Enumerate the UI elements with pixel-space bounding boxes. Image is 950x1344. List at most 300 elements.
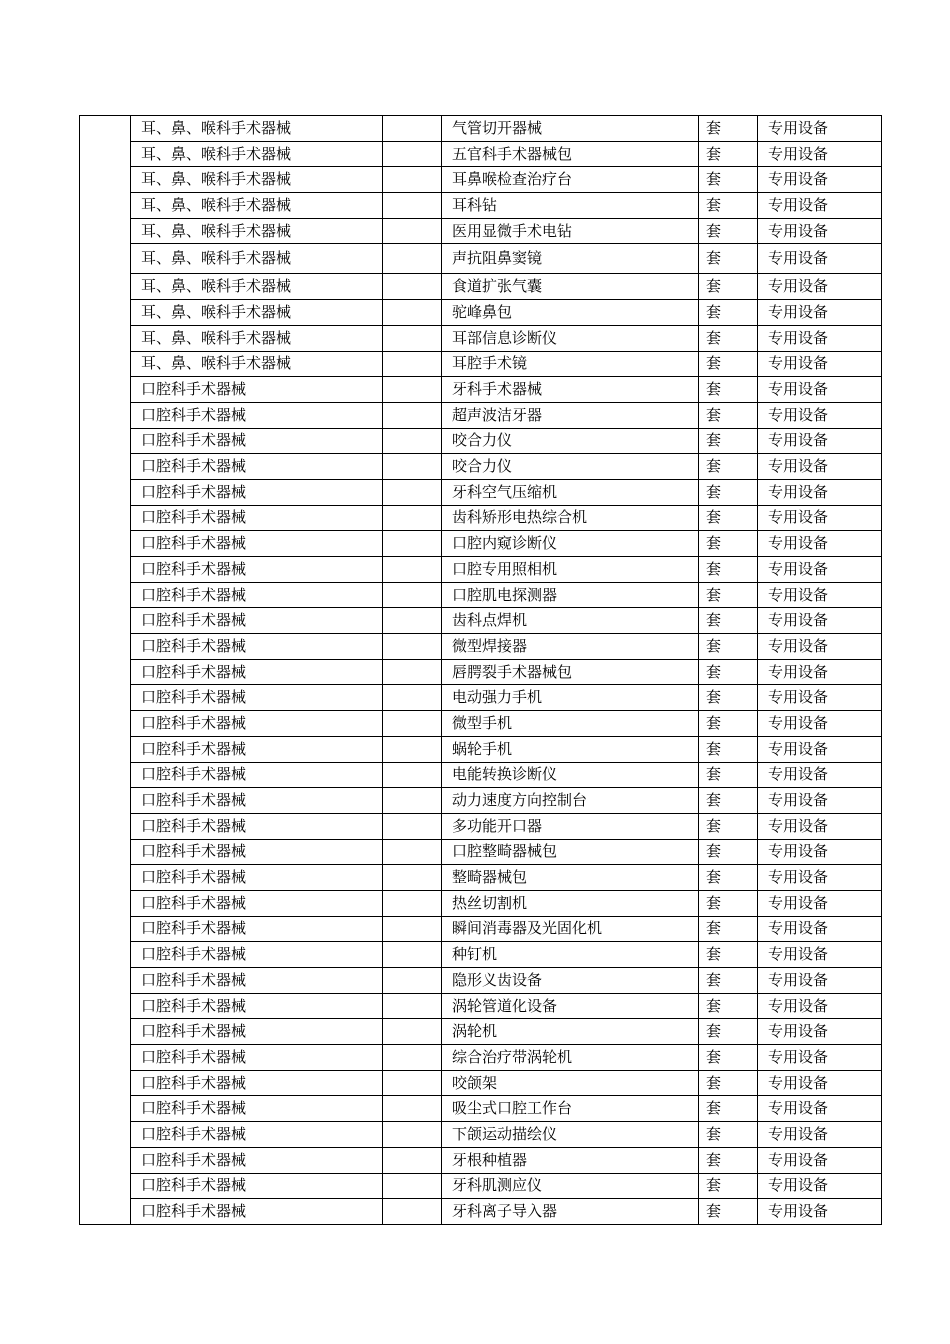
unit-cell: 套 (699, 788, 758, 814)
category-cell: 口腔科手术器械 (131, 1096, 383, 1122)
item-name-cell: 五官科手术器械包 (442, 141, 699, 167)
unit-cell: 套 (699, 1070, 758, 1096)
index-cell (80, 942, 131, 968)
index-cell (80, 116, 131, 142)
item-name-cell: 电能转换诊断仪 (442, 762, 699, 788)
index-cell (80, 968, 131, 994)
item-name-cell: 齿科点焊机 (442, 608, 699, 634)
table-row (80, 916, 882, 942)
unit-cell: 套 (699, 685, 758, 711)
table-row (80, 300, 882, 326)
table-row (80, 1096, 882, 1122)
item-name-cell: 超声波洁牙器 (442, 402, 699, 428)
index-cell (80, 865, 131, 891)
category-cell: 耳、鼻、喉科手术器械 (131, 351, 383, 377)
spec-cell (383, 582, 442, 608)
table-row (80, 1199, 882, 1225)
spec-cell (383, 608, 442, 634)
equipment-type-cell: 专用设备 (758, 608, 882, 634)
table-row (80, 141, 882, 167)
unit-cell: 套 (699, 377, 758, 403)
unit-cell: 套 (699, 993, 758, 1019)
spec-cell (383, 531, 442, 557)
category-cell: 口腔科手术器械 (131, 1070, 383, 1096)
spec-cell (383, 274, 442, 300)
item-name-cell: 隐形义齿设备 (442, 968, 699, 994)
item-name-cell: 电动强力手机 (442, 685, 699, 711)
spec-cell (383, 1019, 442, 1045)
unit-cell: 套 (699, 505, 758, 531)
item-name-cell: 口腔整畸器械包 (442, 839, 699, 865)
equipment-type-cell: 专用设备 (758, 1045, 882, 1071)
index-cell (80, 141, 131, 167)
category-cell: 口腔科手术器械 (131, 557, 383, 583)
equipment-type-cell: 专用设备 (758, 300, 882, 326)
equipment-type-cell: 专用设备 (758, 402, 882, 428)
category-cell: 口腔科手术器械 (131, 865, 383, 891)
category-cell: 耳、鼻、喉科手术器械 (131, 116, 383, 142)
unit-cell: 套 (699, 1096, 758, 1122)
category-cell: 耳、鼻、喉科手术器械 (131, 167, 383, 193)
item-name-cell: 多功能开口器 (442, 813, 699, 839)
item-name-cell: 综合治疗带涡轮机 (442, 1045, 699, 1071)
spec-cell (383, 711, 442, 737)
table-row (80, 531, 882, 557)
spec-cell (383, 865, 442, 891)
table-row (80, 1147, 882, 1173)
table-row (80, 865, 882, 891)
table-row (80, 659, 882, 685)
category-cell: 口腔科手术器械 (131, 1122, 383, 1148)
spec-cell (383, 813, 442, 839)
item-name-cell: 医用显微手术电钻 (442, 218, 699, 244)
item-name-cell: 吸尘式口腔工作台 (442, 1096, 699, 1122)
equipment-type-cell: 专用设备 (758, 218, 882, 244)
index-cell (80, 454, 131, 480)
table-row (80, 942, 882, 968)
spec-cell (383, 505, 442, 531)
category-cell: 口腔科手术器械 (131, 1147, 383, 1173)
item-name-cell: 牙科离子导入器 (442, 1199, 699, 1225)
equipment-type-cell: 专用设备 (758, 193, 882, 219)
spec-cell (383, 454, 442, 480)
index-cell (80, 167, 131, 193)
index-cell (80, 479, 131, 505)
item-name-cell: 蜗轮手机 (442, 736, 699, 762)
unit-cell: 套 (699, 193, 758, 219)
unit-cell: 套 (699, 608, 758, 634)
unit-cell: 套 (699, 479, 758, 505)
equipment-type-cell: 专用设备 (758, 865, 882, 891)
unit-cell: 套 (699, 942, 758, 968)
table-row (80, 428, 882, 454)
item-name-cell: 牙根种植器 (442, 1147, 699, 1173)
equipment-type-cell: 专用设备 (758, 968, 882, 994)
unit-cell: 套 (699, 1147, 758, 1173)
item-name-cell: 耳部信息诊断仪 (442, 325, 699, 351)
index-cell (80, 839, 131, 865)
category-cell: 口腔科手术器械 (131, 1173, 383, 1199)
category-cell: 口腔科手术器械 (131, 454, 383, 480)
equipment-type-cell: 专用设备 (758, 274, 882, 300)
index-cell (80, 351, 131, 377)
category-cell: 口腔科手术器械 (131, 582, 383, 608)
category-cell: 口腔科手术器械 (131, 377, 383, 403)
item-name-cell: 唇腭裂手术器械包 (442, 659, 699, 685)
spec-cell (383, 167, 442, 193)
table-row (80, 377, 882, 403)
unit-cell: 套 (699, 839, 758, 865)
table-row (80, 968, 882, 994)
table-row (80, 244, 882, 274)
unit-cell: 套 (699, 116, 758, 142)
category-cell: 口腔科手术器械 (131, 813, 383, 839)
category-cell: 口腔科手术器械 (131, 505, 383, 531)
spec-cell (383, 141, 442, 167)
equipment-type-cell: 专用设备 (758, 1173, 882, 1199)
spec-cell (383, 1045, 442, 1071)
category-cell: 口腔科手术器械 (131, 479, 383, 505)
category-cell: 口腔科手术器械 (131, 711, 383, 737)
table-row (80, 479, 882, 505)
unit-cell: 套 (699, 1199, 758, 1225)
table-row (80, 1045, 882, 1071)
index-cell (80, 736, 131, 762)
equipment-type-cell: 专用设备 (758, 788, 882, 814)
category-cell: 口腔科手术器械 (131, 428, 383, 454)
equipment-type-cell: 专用设备 (758, 377, 882, 403)
item-name-cell: 微型手机 (442, 711, 699, 737)
category-cell: 耳、鼻、喉科手术器械 (131, 325, 383, 351)
category-cell: 口腔科手术器械 (131, 993, 383, 1019)
spec-cell (383, 557, 442, 583)
item-name-cell: 动力速度方向控制台 (442, 788, 699, 814)
table-row (80, 454, 882, 480)
spec-cell (383, 839, 442, 865)
item-name-cell: 耳科钻 (442, 193, 699, 219)
unit-cell: 套 (699, 300, 758, 326)
index-cell (80, 1019, 131, 1045)
equipment-type-cell: 专用设备 (758, 582, 882, 608)
table-row (80, 1173, 882, 1199)
equipment-table-body (80, 116, 882, 1225)
unit-cell: 套 (699, 659, 758, 685)
unit-cell: 套 (699, 325, 758, 351)
equipment-type-cell: 专用设备 (758, 1019, 882, 1045)
table-row (80, 1070, 882, 1096)
category-cell: 口腔科手术器械 (131, 531, 383, 557)
table-row (80, 351, 882, 377)
spec-cell (383, 1070, 442, 1096)
unit-cell: 套 (699, 736, 758, 762)
spec-cell (383, 993, 442, 1019)
category-cell: 口腔科手术器械 (131, 608, 383, 634)
equipment-type-cell: 专用设备 (758, 167, 882, 193)
item-name-cell: 气管切开器械 (442, 116, 699, 142)
equipment-type-cell: 专用设备 (758, 993, 882, 1019)
item-name-cell: 热丝切割机 (442, 890, 699, 916)
table-row (80, 890, 882, 916)
equipment-type-cell: 专用设备 (758, 351, 882, 377)
spec-cell (383, 736, 442, 762)
equipment-type-cell: 专用设备 (758, 116, 882, 142)
index-cell (80, 1045, 131, 1071)
index-cell (80, 916, 131, 942)
table-row (80, 685, 882, 711)
equipment-type-cell: 专用设备 (758, 942, 882, 968)
category-cell: 口腔科手术器械 (131, 402, 383, 428)
spec-cell (383, 1199, 442, 1225)
table-row (80, 634, 882, 660)
equipment-type-cell: 专用设备 (758, 325, 882, 351)
table-row (80, 557, 882, 583)
equipment-type-cell: 专用设备 (758, 659, 882, 685)
index-cell (80, 557, 131, 583)
item-name-cell: 瞬间消毒器及光固化机 (442, 916, 699, 942)
index-cell (80, 685, 131, 711)
index-cell (80, 711, 131, 737)
equipment-type-cell: 专用设备 (758, 762, 882, 788)
category-cell: 口腔科手术器械 (131, 839, 383, 865)
item-name-cell: 耳腔手术镜 (442, 351, 699, 377)
category-cell: 耳、鼻、喉科手术器械 (131, 141, 383, 167)
item-name-cell: 牙科手术器械 (442, 377, 699, 403)
equipment-type-cell: 专用设备 (758, 711, 882, 737)
unit-cell: 套 (699, 218, 758, 244)
unit-cell: 套 (699, 141, 758, 167)
category-cell: 口腔科手术器械 (131, 788, 383, 814)
index-cell (80, 608, 131, 634)
unit-cell: 套 (699, 1173, 758, 1199)
index-cell (80, 1199, 131, 1225)
item-name-cell: 下颌运动描绘仪 (442, 1122, 699, 1148)
category-cell: 口腔科手术器械 (131, 1019, 383, 1045)
index-cell (80, 582, 131, 608)
index-cell (80, 274, 131, 300)
table-row (80, 839, 882, 865)
spec-cell (383, 1122, 442, 1148)
index-cell (80, 634, 131, 660)
item-name-cell: 齿科矫形电热综合机 (442, 505, 699, 531)
category-cell: 口腔科手术器械 (131, 942, 383, 968)
unit-cell: 套 (699, 634, 758, 660)
item-name-cell: 微型焊接器 (442, 634, 699, 660)
category-cell: 口腔科手术器械 (131, 634, 383, 660)
table-row (80, 788, 882, 814)
category-cell: 耳、鼻、喉科手术器械 (131, 300, 383, 326)
index-cell (80, 762, 131, 788)
category-cell: 口腔科手术器械 (131, 890, 383, 916)
equipment-type-cell: 专用设备 (758, 916, 882, 942)
table-row (80, 167, 882, 193)
item-name-cell: 口腔肌电探测器 (442, 582, 699, 608)
item-name-cell: 口腔专用照相机 (442, 557, 699, 583)
equipment-type-cell: 专用设备 (758, 736, 882, 762)
spec-cell (383, 634, 442, 660)
spec-cell (383, 479, 442, 505)
equipment-table (79, 115, 882, 1225)
table-row (80, 762, 882, 788)
unit-cell: 套 (699, 865, 758, 891)
spec-cell (383, 325, 442, 351)
index-cell (80, 325, 131, 351)
category-cell: 耳、鼻、喉科手术器械 (131, 193, 383, 219)
unit-cell: 套 (699, 890, 758, 916)
equipment-type-cell: 专用设备 (758, 141, 882, 167)
spec-cell (383, 351, 442, 377)
item-name-cell: 涡轮管道化设备 (442, 993, 699, 1019)
unit-cell: 套 (699, 813, 758, 839)
item-name-cell: 咬合力仪 (442, 428, 699, 454)
spec-cell (383, 916, 442, 942)
unit-cell: 套 (699, 428, 758, 454)
table-row (80, 274, 882, 300)
index-cell (80, 402, 131, 428)
unit-cell: 套 (699, 968, 758, 994)
unit-cell: 套 (699, 582, 758, 608)
index-cell (80, 531, 131, 557)
item-name-cell: 咬合力仪 (442, 454, 699, 480)
table-row (80, 193, 882, 219)
index-cell (80, 1147, 131, 1173)
spec-cell (383, 1147, 442, 1173)
spec-cell (383, 788, 442, 814)
index-cell (80, 505, 131, 531)
equipment-type-cell: 专用设备 (758, 244, 882, 274)
equipment-type-cell: 专用设备 (758, 479, 882, 505)
spec-cell (383, 377, 442, 403)
item-name-cell: 涡轮机 (442, 1019, 699, 1045)
equipment-type-cell: 专用设备 (758, 839, 882, 865)
unit-cell: 套 (699, 1019, 758, 1045)
index-cell (80, 1070, 131, 1096)
spec-cell (383, 1173, 442, 1199)
index-cell (80, 813, 131, 839)
table-row (80, 402, 882, 428)
category-cell: 口腔科手术器械 (131, 968, 383, 994)
spec-cell (383, 890, 442, 916)
item-name-cell: 牙科肌测应仪 (442, 1173, 699, 1199)
equipment-type-cell: 专用设备 (758, 1122, 882, 1148)
spec-cell (383, 968, 442, 994)
equipment-type-cell: 专用设备 (758, 685, 882, 711)
item-name-cell: 整畸器械包 (442, 865, 699, 891)
unit-cell: 套 (699, 454, 758, 480)
table-row (80, 608, 882, 634)
unit-cell: 套 (699, 916, 758, 942)
index-cell (80, 377, 131, 403)
equipment-type-cell: 专用设备 (758, 1147, 882, 1173)
category-cell: 耳、鼻、喉科手术器械 (131, 274, 383, 300)
table-row (80, 1019, 882, 1045)
equipment-type-cell: 专用设备 (758, 505, 882, 531)
unit-cell: 套 (699, 167, 758, 193)
unit-cell: 套 (699, 531, 758, 557)
index-cell (80, 1096, 131, 1122)
unit-cell: 套 (699, 351, 758, 377)
index-cell (80, 244, 131, 274)
unit-cell: 套 (699, 1045, 758, 1071)
equipment-type-cell: 专用设备 (758, 634, 882, 660)
spec-cell (383, 685, 442, 711)
spec-cell (383, 244, 442, 274)
spec-cell (383, 762, 442, 788)
unit-cell: 套 (699, 274, 758, 300)
spec-cell (383, 116, 442, 142)
index-cell (80, 788, 131, 814)
equipment-type-cell: 专用设备 (758, 1070, 882, 1096)
item-name-cell: 咬颌架 (442, 1070, 699, 1096)
spec-cell (383, 942, 442, 968)
index-cell (80, 1122, 131, 1148)
equipment-type-cell: 专用设备 (758, 1199, 882, 1225)
index-cell (80, 218, 131, 244)
item-name-cell: 食道扩张气囊 (442, 274, 699, 300)
table-row (80, 993, 882, 1019)
equipment-type-cell: 专用设备 (758, 1096, 882, 1122)
table-row (80, 711, 882, 737)
table-row (80, 813, 882, 839)
table-row (80, 582, 882, 608)
spec-cell (383, 300, 442, 326)
category-cell: 耳、鼻、喉科手术器械 (131, 244, 383, 274)
category-cell: 口腔科手术器械 (131, 659, 383, 685)
item-name-cell: 耳鼻喉检查治疗台 (442, 167, 699, 193)
item-name-cell: 声抗阻鼻窦镜 (442, 244, 699, 274)
equipment-type-cell: 专用设备 (758, 557, 882, 583)
index-cell (80, 659, 131, 685)
equipment-type-cell: 专用设备 (758, 813, 882, 839)
category-cell: 口腔科手术器械 (131, 916, 383, 942)
category-cell: 口腔科手术器械 (131, 736, 383, 762)
category-cell: 耳、鼻、喉科手术器械 (131, 218, 383, 244)
category-cell: 口腔科手术器械 (131, 762, 383, 788)
spec-cell (383, 402, 442, 428)
item-name-cell: 牙科空气压缩机 (442, 479, 699, 505)
unit-cell: 套 (699, 1122, 758, 1148)
category-cell: 口腔科手术器械 (131, 1199, 383, 1225)
spec-cell (383, 218, 442, 244)
index-cell (80, 193, 131, 219)
table-row (80, 116, 882, 142)
table-row (80, 325, 882, 351)
equipment-type-cell: 专用设备 (758, 428, 882, 454)
item-name-cell: 口腔内窥诊断仪 (442, 531, 699, 557)
index-cell (80, 1173, 131, 1199)
table-row (80, 736, 882, 762)
index-cell (80, 993, 131, 1019)
index-cell (80, 300, 131, 326)
category-cell: 口腔科手术器械 (131, 685, 383, 711)
index-cell (80, 428, 131, 454)
spec-cell (383, 659, 442, 685)
unit-cell: 套 (699, 762, 758, 788)
item-name-cell: 种钉机 (442, 942, 699, 968)
spec-cell (383, 1096, 442, 1122)
index-cell (80, 890, 131, 916)
item-name-cell: 驼峰鼻包 (442, 300, 699, 326)
table-row (80, 505, 882, 531)
equipment-type-cell: 专用设备 (758, 531, 882, 557)
table-row (80, 1122, 882, 1148)
spec-cell (383, 193, 442, 219)
category-cell: 口腔科手术器械 (131, 1045, 383, 1071)
table-row (80, 218, 882, 244)
equipment-type-cell: 专用设备 (758, 454, 882, 480)
unit-cell: 套 (699, 402, 758, 428)
unit-cell: 套 (699, 244, 758, 274)
equipment-type-cell: 专用设备 (758, 890, 882, 916)
